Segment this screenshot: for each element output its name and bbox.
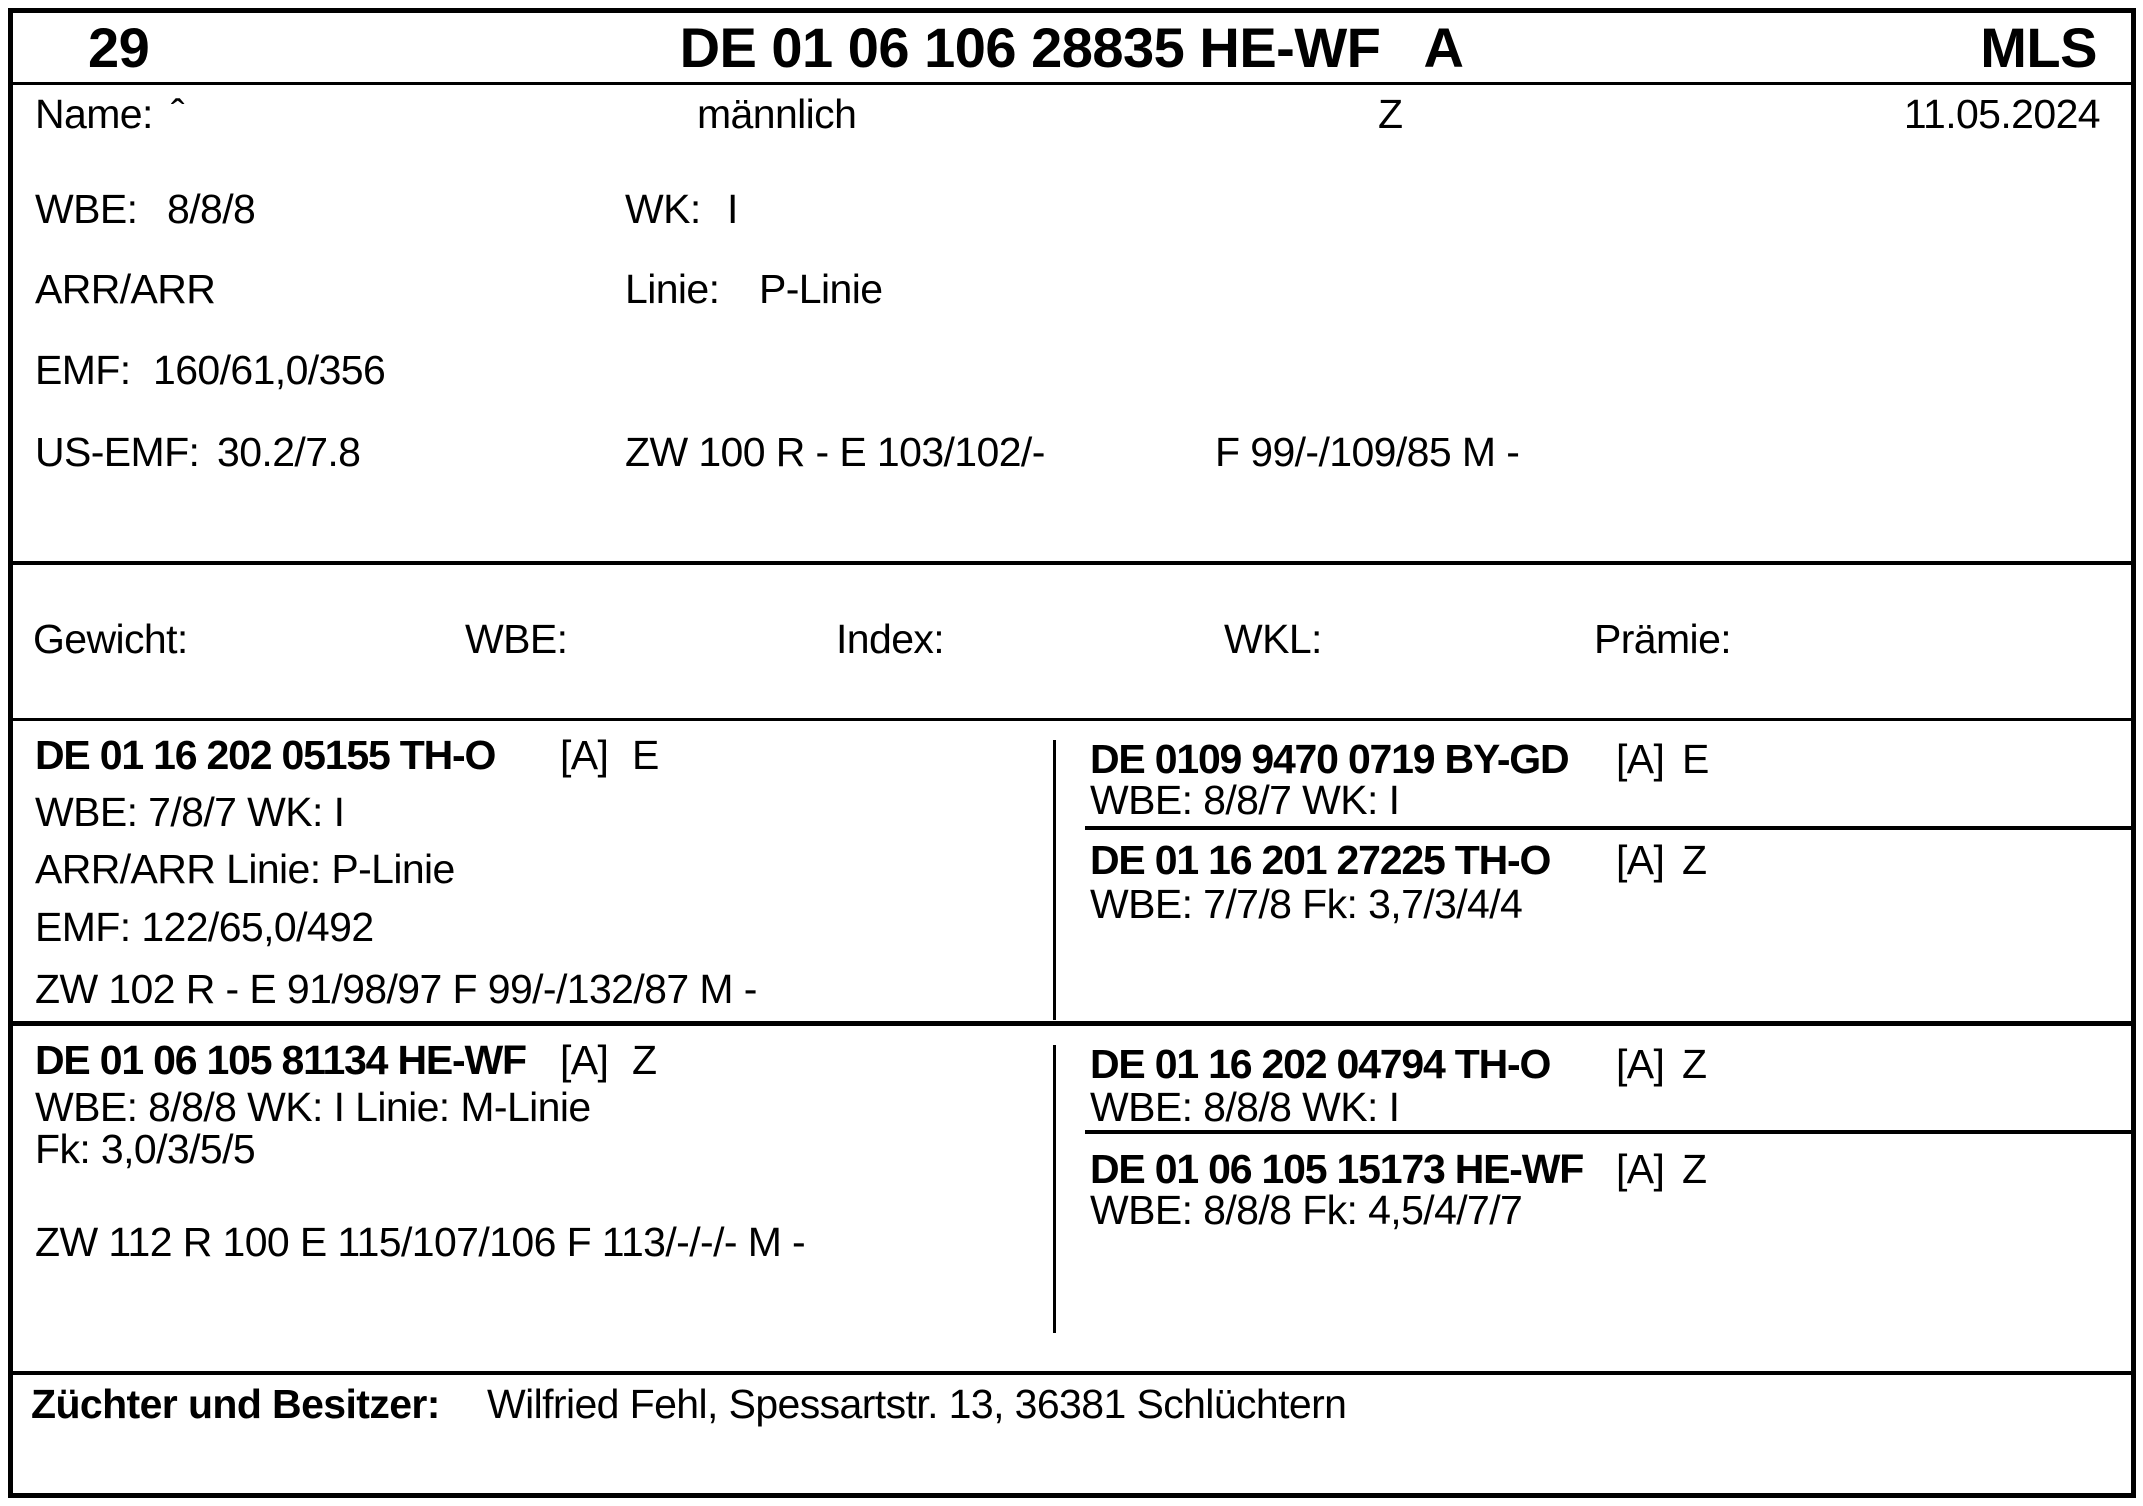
dam-sire-tag: [A] [1616, 1041, 1665, 1087]
emf-value: 160/61,0/356 [153, 347, 386, 393]
catalog-number: 29 [88, 16, 150, 79]
animal-id-title: DE 01 06 106 28835 HE-WF A [679, 16, 1464, 79]
sire-sire-line-1: WBE: 8/8/7 WK: I [1090, 777, 1400, 823]
genotype-value: ARR/ARR [35, 266, 216, 312]
sire-dam-id: DE 01 16 201 27225 TH-O [1090, 837, 1551, 883]
weight-label: Gewicht: [33, 616, 188, 662]
pedigree-top-vertical-divider [1053, 740, 1056, 1020]
dam-dam-code: Z [1682, 1146, 1707, 1192]
dam-side-sub-divider [1085, 1130, 2135, 1134]
sex-value: männlich [697, 91, 857, 137]
index-label: Index: [836, 616, 945, 662]
pedigree-mid-divider [8, 1021, 2135, 1026]
dam-tag: [A] [560, 1037, 609, 1083]
sire-tag: [A] [560, 732, 609, 778]
date-value: 11.05.2024 [1903, 91, 2100, 137]
dam-id: DE 01 06 105 81134 HE-WF [35, 1037, 526, 1083]
dam-dam-id: DE 01 06 105 15173 HE-WF [1090, 1146, 1584, 1192]
line-value: P-Linie [759, 266, 883, 312]
grading-wbe-label: WBE: [465, 616, 568, 662]
sire-code: E [632, 732, 659, 778]
association-code: MLS [1980, 16, 2097, 79]
sire-dam-code: Z [1682, 837, 1707, 883]
breeder-owner-label: Züchter und Besitzer: [31, 1381, 440, 1427]
sire-line-3: EMF: 122/65,0/492 [35, 904, 374, 950]
sire-id: DE 01 16 202 05155 TH-O [35, 732, 496, 778]
emf-label: EMF: [35, 347, 131, 393]
wk-label: WK: [625, 186, 701, 232]
us-emf-value: 30.2/7.8 [217, 429, 361, 475]
f-value: F 99/-/109/85 M - [1215, 429, 1520, 475]
sire-sire-code: E [1682, 736, 1709, 782]
header-divider [8, 82, 2135, 85]
sire-line-4: ZW 102 R - E 91/98/97 F 99/-/132/87 M - [35, 966, 757, 1012]
flag-value: Z [1378, 91, 1403, 137]
grading-divider [8, 718, 2135, 721]
premium-label: Prämie: [1594, 616, 1732, 662]
dam-code: Z [632, 1037, 657, 1083]
dam-sire-id: DE 01 16 202 04794 TH-O [1090, 1041, 1551, 1087]
breeder-owner-value: Wilfried Fehl, Spessartstr. 13, 36381 Schlüchtern [487, 1381, 1347, 1427]
dam-line-2: Fk: 3,0/3/5/5 [35, 1126, 256, 1172]
dam-dam-tag: [A] [1616, 1146, 1665, 1192]
pedigree-bottom-vertical-divider [1053, 1045, 1056, 1333]
sire-sire-id: DE 0109 9470 0719 BY-GD [1090, 736, 1569, 782]
sire-side-sub-divider [1085, 826, 2135, 830]
us-emf-label: US-EMF: [35, 429, 200, 475]
wk-value: I [727, 186, 738, 232]
info-divider [8, 561, 2135, 565]
wbe-label: WBE: [35, 186, 138, 232]
wbe-value: 8/8/8 [167, 186, 256, 232]
sire-line-2: ARR/ARR Linie: P-Linie [35, 846, 455, 892]
name-label: Name: [35, 91, 153, 137]
dam-sire-code: Z [1682, 1041, 1707, 1087]
dam-sire-line-1: WBE: 8/8/8 WK: I [1090, 1084, 1400, 1130]
footer-divider [8, 1371, 2135, 1375]
dam-dam-line-1: WBE: 8/8/8 Fk: 4,5/4/7/7 [1090, 1187, 1523, 1233]
name-value: ˆ [171, 91, 185, 137]
dam-line-1: WBE: 8/8/8 WK: I Linie: M-Linie [35, 1084, 591, 1130]
sire-sire-tag: [A] [1616, 736, 1665, 782]
sire-line-1: WBE: 7/8/7 WK: I [35, 789, 345, 835]
zw-value: ZW 100 R - E 103/102/- [625, 429, 1045, 475]
wkl-label: WKL: [1224, 616, 1322, 662]
dam-line-3: ZW 112 R 100 E 115/107/106 F 113/-/-/- M - [35, 1219, 806, 1265]
line-label: Linie: [625, 266, 720, 312]
sire-dam-tag: [A] [1616, 837, 1665, 883]
sire-dam-line-1: WBE: 7/7/8 Fk: 3,7/3/4/4 [1090, 881, 1523, 927]
